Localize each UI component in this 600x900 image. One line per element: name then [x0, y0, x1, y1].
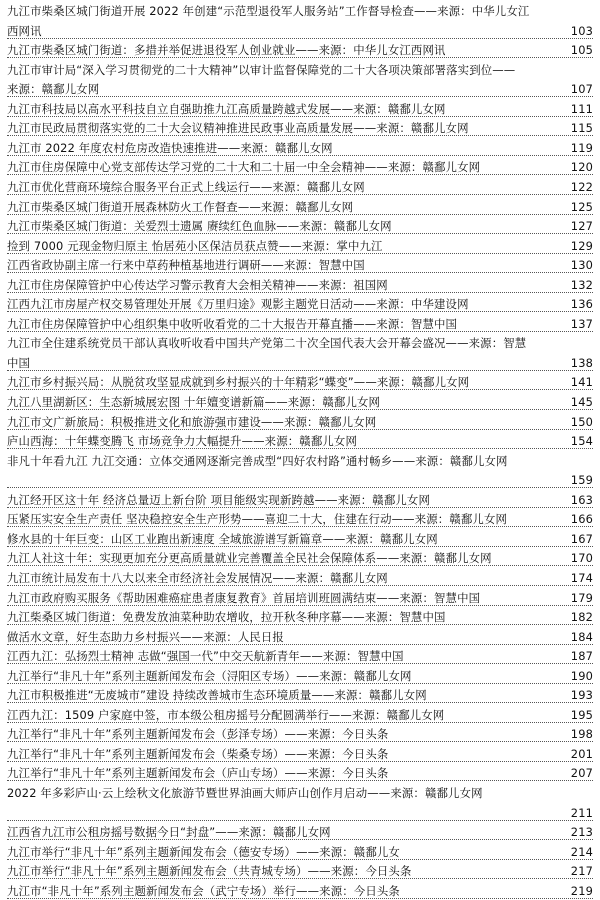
toc-entry-title: 修水县的十年巨变：山区工业跑出新速度 全域旅游谱写新篇章——来源：赣鄱儿女网	[7, 531, 438, 546]
toc-entry-continuation[interactable]	[7, 2, 593, 20]
toc-page-number: 167	[570, 531, 593, 546]
dotted-leader-rule	[7, 311, 593, 312]
toc-entry-title: 九江市乡村振兴局：从脱贫攻坚显成就到乡村振兴的十年精彩“蝶变”——来源：赣鄱儿女网	[7, 375, 470, 390]
toc-entry-title: 九江市优化营商环境综合服务平台正式上线运行——来源：赣鄱儿女网	[7, 179, 365, 194]
dotted-leader-rule	[7, 233, 593, 234]
dotted-leader-rule	[7, 761, 593, 762]
toc-entry-title: 九江市 2022 年度农村危房改造快速推进——来源：赣鄱儿女网	[7, 140, 333, 155]
toc-entry-title: 捡到 7000 元现金物归原主 怡居苑小区保洁员获点赞——来源：掌中九江	[7, 238, 383, 253]
dotted-leader-rule	[7, 409, 593, 410]
dotted-leader-rule	[7, 605, 593, 606]
dotted-leader-rule	[7, 898, 593, 899]
toc-entry-title: 九江市审计局“深入学习贯彻党的二十大精神”以审计监督保障党的二十大各项决策部署落实到位——	[7, 62, 516, 77]
dotted-leader-rule	[7, 272, 593, 273]
toc-page-number: 207	[570, 766, 593, 781]
dotted-leader-rule	[7, 663, 593, 664]
dotted-leader-rule	[7, 624, 593, 625]
dotted-leader-rule	[7, 448, 593, 449]
toc-entry-title: 九江市文广新旅局：积极推进文化和旅游强市建设——来源：赣鄱儿女网	[7, 414, 377, 429]
dotted-leader-rule	[7, 878, 593, 879]
toc-entry-title: 九江市举行“非凡十年”系列主题新闻发布会（德安专场）——来源：赣鄱儿女	[7, 844, 400, 859]
dotted-leader-rule	[7, 644, 593, 645]
toc-page-number: 122	[570, 179, 593, 194]
dotted-leader-rule	[7, 585, 593, 586]
toc-entry-title: 九江市住房保障管护中心组织集中收听收看党的二十大报告开幕直播——来源：智慧中国	[7, 316, 458, 331]
dotted-leader-rule	[7, 487, 593, 488]
toc-entry-title: 九江市政府购买服务《帮助困难癌症患者康复教育》首届培训班圆满结束——来源：智慧中国	[7, 590, 481, 605]
toc-page-number: 145	[570, 395, 593, 409]
toc-page-number: 107	[570, 82, 593, 97]
toc-page-number: 166	[570, 512, 593, 527]
toc-entry-title: 江西九江：1509 户家庭中签，市本级公租房摇号分配圆满举行——来源：赣鄱儿女网	[7, 707, 445, 722]
dotted-leader-rule	[7, 389, 593, 390]
toc-page-number: 154	[570, 434, 593, 449]
toc-entry-title: 江西省九江市公租房摇号数据今日“封盘”——来源：赣鄱儿女网	[7, 825, 331, 840]
toc-entry-continuation[interactable]	[7, 61, 593, 79]
toc-entry-continuation[interactable]	[7, 784, 593, 802]
dotted-leader-rule	[7, 546, 593, 547]
toc-page-number: 119	[570, 140, 593, 155]
toc-page-number: 211	[570, 805, 593, 820]
toc-entry-title: 庐山西海：十年蝶变腾飞 市场竞争力大幅提升——来源：赣鄱儿女网	[7, 434, 357, 449]
toc-entry-title: 来源：赣鄱儿女网	[7, 82, 100, 97]
toc-entry-title: 九江市科技局以高水平科技自立自强助推九江高质量跨越式发展——来源：赣鄱儿女网	[7, 101, 446, 116]
dotted-leader-rule	[7, 194, 593, 195]
toc-page-number: 125	[570, 199, 593, 214]
toc-entry-title: 九江八里湖新区：生态新城展宏图 十年嬗变谱新篇——来源：赣鄱儿女网	[7, 395, 381, 409]
toc-page-number: 137	[570, 316, 593, 331]
toc-page-number: 103	[570, 23, 593, 38]
toc-entry-title: 中国	[7, 355, 31, 370]
dotted-leader-rule	[7, 741, 593, 742]
toc-page-number: 132	[570, 277, 593, 292]
toc-page-number: 217	[570, 864, 593, 879]
dotted-leader-rule	[7, 722, 593, 723]
dotted-leader-rule	[7, 253, 593, 254]
toc-entry-title: 九江经开区这十年 经济总量迈上新台阶 项目能级实现新跨越——来源：赣鄱儿女网	[7, 492, 431, 507]
toc-entry-title: 九江举行“非凡十年”系列主题新闻发布会（柴桑专场）——来源：今日头条	[7, 746, 389, 761]
toc-page-number: 141	[570, 375, 593, 390]
toc-page-number: 138	[570, 355, 593, 370]
toc-entry-continuation[interactable]	[7, 334, 593, 352]
toc-page-number: 213	[570, 825, 593, 840]
toc-entry-title: 九江市住房保障管护中心传达学习警示教育大会相关精神——来源：祖国网	[7, 277, 388, 292]
toc-entry-title: 九江举行“非凡十年”系列主题新闻发布会（浔阳区专场）——来源：赣鄱儿女网	[7, 668, 412, 683]
toc-page-number: 190	[570, 668, 593, 683]
toc-entry-continuation[interactable]	[7, 452, 593, 470]
toc-page-number: 174	[570, 570, 593, 585]
toc-entry-title: 九江柴桑区城门街道：免费发放油菜种助农增收，拉开秋冬种序幕——来源：智慧中国	[7, 610, 446, 625]
toc-entry-title: 江西九江市房屋产权交易管理处开展《万里归途》观影主题党日活动——来源：中华建设网	[7, 297, 469, 312]
dotted-leader-rule	[7, 38, 593, 39]
dotted-leader-rule	[7, 96, 593, 97]
toc-entry-title: 做活水文章，好生态助力乡村振兴——来源：人民日报	[7, 629, 284, 644]
toc-page-number: 187	[570, 649, 593, 664]
toc-page-number: 150	[570, 414, 593, 429]
dotted-leader-rule	[7, 292, 593, 293]
toc-page-number: 127	[570, 219, 593, 234]
dotted-leader-rule	[7, 683, 593, 684]
toc-entry-title: 非凡十年看九江 九江交通：立体交通网逐渐完善成型“四好农村路”通村畅乡——来源：赣鄱儿女网	[7, 453, 508, 468]
toc-page-number: 105	[570, 43, 593, 58]
dotted-leader-rule	[7, 429, 593, 430]
toc-entry-title: 九江市柴桑区城门街道：关爱烈士遗属 赓续红色血脉——来源：赣鄱儿女网	[7, 219, 392, 234]
toc-page-number: 193	[570, 688, 593, 703]
toc-entry-title: 2022 年多彩庐山·云上绘秋文化旅游节暨世界油画大师庐山创作月启动——来源：赣鄱儿女网	[7, 786, 483, 800]
toc-entry-title: 九江市住房保障中心党支部传达学习党的二十大和二十届一中全会精神——来源：赣鄱儿女网	[7, 160, 481, 175]
dotted-leader-rule	[7, 507, 593, 508]
toc-page-number: 179	[570, 590, 593, 605]
toc-entry-title: 九江市举行“非凡十年”系列主题新闻发布会（共青城专场）——来源：今日头条	[7, 864, 412, 879]
toc-entry-title: 九江市柴桑区城门街道：多措并举促进退役军人创业就业——来源：中华儿女江西网讯	[7, 43, 446, 58]
toc-page-number: 130	[570, 258, 593, 273]
toc-entry-title: 九江举行“非凡十年”系列主题新闻发布会（庐山专场）——来源：今日头条	[7, 766, 389, 781]
dotted-leader-rule	[7, 370, 593, 371]
dotted-leader-rule	[7, 702, 593, 703]
toc-page-number: 159	[570, 473, 593, 488]
dotted-leader-rule	[7, 565, 593, 566]
dotted-leader-rule	[7, 174, 593, 175]
toc-entry-title: 九江举行“非凡十年”系列主题新闻发布会（彭泽专场）——来源：今日头条	[7, 727, 389, 742]
toc-page-number: 111	[570, 101, 593, 116]
toc-entry-title: 九江市“非凡十年”系列主题新闻发布会（武宁专场）举行——来源：今日头条	[7, 883, 400, 898]
dotted-leader-rule	[7, 526, 593, 527]
toc-page-number: 120	[570, 160, 593, 175]
dotted-leader-rule	[7, 859, 593, 860]
toc-entry-title: 九江市统计局发布十八大以来全市经济社会发展情况——来源：赣鄱儿女网	[7, 570, 388, 585]
toc-entry-title: 九江市柴桑区城门街道开展 2022 年创建“示范型退役军人服务站”工作督导检查——来源：中华儿女江	[7, 4, 530, 18]
toc-entry-title: 西网讯	[7, 23, 42, 38]
dotted-leader-rule	[7, 331, 593, 332]
toc-page-number: 163	[570, 492, 593, 507]
toc-page-number: 136	[570, 297, 593, 312]
toc-entry-title: 江西九江：弘扬烈士精神 志做“强国一代”中交天航新青年——来源：智慧中国	[7, 649, 404, 664]
toc-entry-title: 压紧压实安全生产责任 坚决稳控安全生产形势——喜迎二十大，住建在行动——来源：赣鄱儿女网	[7, 512, 508, 527]
dotted-leader-rule	[7, 214, 593, 215]
dotted-leader-rule	[7, 839, 593, 840]
dotted-leader-rule	[7, 155, 593, 156]
toc-entry-title: 九江人社这十年：实现更加充分更高质量就业完善覆盖全民社会保障体系——来源：赣鄱儿女网	[7, 551, 492, 566]
toc-entry-title: 九江市全住建系统党员干部认真收听收看中国共产党第二十次全国代表大会开幕会盛况——来源：智慧	[7, 336, 527, 351]
toc-page-number: 115	[570, 121, 593, 136]
toc-page-number: 170	[570, 551, 593, 566]
dotted-leader-rule	[7, 780, 593, 781]
toc-page-number: 129	[570, 238, 593, 253]
toc-page-number: 198	[570, 727, 593, 742]
toc-entry-title: 江西省政协副主席一行来中草药种植基地进行调研——来源：智慧中国	[7, 258, 365, 273]
dotted-leader-rule	[7, 820, 593, 821]
toc-page-number: 201	[570, 746, 593, 761]
toc-page-number: 219	[570, 883, 593, 898]
toc-entry-title: 九江市柴桑区城门街道开展森林防火工作督查——来源：赣鄱儿女网	[7, 199, 354, 214]
toc-page-number: 182	[570, 610, 593, 625]
toc-page-number: 184	[570, 629, 593, 644]
toc-entry-title: 九江市积极推进“无废城市”建设 持续改善城市生态环境质量——来源：赣鄱儿女网	[7, 688, 427, 703]
toc-page-number: 195	[570, 707, 593, 722]
toc-entry-title: 九江市民政局贯彻落实党的二十大会议精神推进民政事业高质量发展——来源：赣鄱儿女网	[7, 121, 469, 136]
dotted-leader-rule	[7, 135, 593, 136]
toc-page-number: 214	[570, 844, 593, 859]
dotted-leader-rule	[7, 116, 593, 117]
dotted-leader-rule	[7, 57, 593, 58]
